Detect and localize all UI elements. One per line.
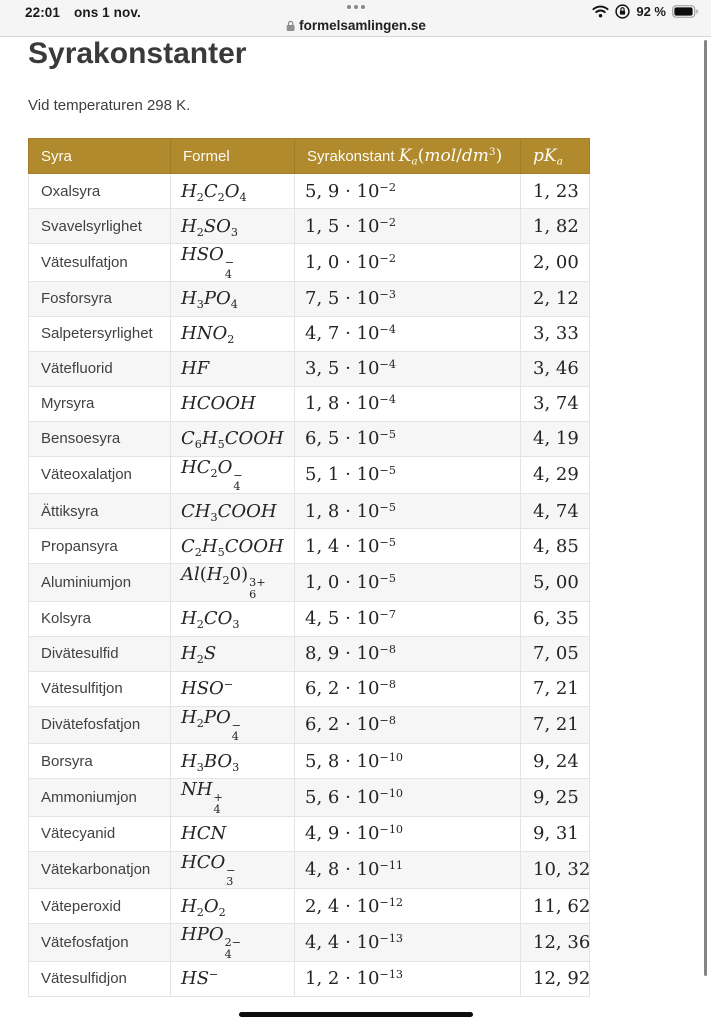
acid-name-cell: Svavelsyrlighet — [29, 209, 171, 244]
table-row — [29, 636, 590, 671]
formula-cell: $Al(H_20)$ 3+ 6 — [171, 564, 295, 602]
url-text: formelsamlingen.se — [299, 18, 426, 33]
pka-cell: 10, 32 — [521, 851, 590, 889]
formula-cell: HCO − 3 — [171, 851, 295, 889]
ka-cell: 1, $5 \cdot 10^{-2}$ — [295, 209, 521, 244]
table-row — [29, 924, 590, 962]
browser-chrome — [0, 0, 711, 37]
ka-cell: 4, $4 \cdot 10^{-13}$ — [295, 924, 521, 962]
pka-cell: 9, 31 — [521, 816, 590, 851]
table-row — [29, 494, 590, 529]
pka-cell: 12, 92 — [521, 961, 590, 996]
ka-cell: 7, $5 \cdot 10^{-3}$ — [295, 281, 521, 316]
acid-name-cell: Bensoesyra — [29, 421, 171, 456]
header-formel: Formel — [171, 139, 295, 174]
ellipsis-icon[interactable] — [347, 5, 365, 9]
formula-cell: $HC_2O$ − 4 — [171, 456, 295, 494]
pka-cell: 9, 25 — [521, 779, 590, 817]
table-row — [29, 564, 590, 602]
acid-name-cell: Väteoxalatjon — [29, 456, 171, 494]
home-indicator[interactable] — [239, 1012, 473, 1018]
acid-name-cell: Väteperoxid — [29, 889, 171, 924]
acid-name-cell: Vätesulfitjon — [29, 671, 171, 706]
pka-cell: 7, 05 — [521, 636, 590, 671]
table-row — [29, 456, 590, 494]
status-right — [592, 4, 698, 19]
page-subtitle: Vid temperaturen 298 K. — [28, 97, 191, 114]
ka-cell: 1, $0 \cdot 10^{-5}$ — [295, 564, 521, 602]
formula-cell: $H_3BO_3$ — [171, 744, 295, 779]
ka-cell: 1, $2 \cdot 10^{-13}$ — [295, 961, 521, 996]
table-row — [29, 529, 590, 564]
ka-cell: 6, $2 \cdot 10^{-8}$ — [295, 671, 521, 706]
formula-cell: HSO − 4 — [171, 244, 295, 282]
ka-cell: 1, $4 \cdot 10^{-5}$ — [295, 529, 521, 564]
pka-cell: 4, 19 — [521, 421, 590, 456]
acid-name-cell: Divätesulfid — [29, 636, 171, 671]
acid-name-cell: Kolsyra — [29, 601, 171, 636]
acid-name-cell: Vätecyanid — [29, 816, 171, 851]
formula-cell: HF — [171, 351, 295, 386]
formula-cell: HSO− — [171, 671, 295, 706]
table-row — [29, 961, 590, 996]
formula-cell: HS− — [171, 961, 295, 996]
formula-cell: HCN — [171, 816, 295, 851]
ka-cell: 1, $0 \cdot 10^{-2}$ — [295, 244, 521, 282]
lock-icon — [285, 20, 295, 32]
formula-cell: $H_2SO_3$ — [171, 209, 295, 244]
acid-name-cell: Ammoniumjon — [29, 779, 171, 817]
scrollbar[interactable] — [704, 40, 707, 976]
pka-cell: 7, 21 — [521, 671, 590, 706]
ka-cell: 8, $9 \cdot 10^{-8}$ — [295, 636, 521, 671]
formula-cell: $C_6H_5COOH$ — [171, 421, 295, 456]
table-header — [29, 139, 590, 174]
pka-cell: 3, 33 — [521, 316, 590, 351]
ka-cell: 6, $5 \cdot 10^{-5}$ — [295, 421, 521, 456]
rotation-lock-icon — [615, 4, 630, 19]
acid-name-cell: Oxalsyra — [29, 174, 171, 209]
table-row — [29, 209, 590, 244]
acid-name-cell: Salpetersyrlighet — [29, 316, 171, 351]
table-row — [29, 316, 590, 351]
ka-cell: 5, $1 \cdot 10^{-5}$ — [295, 456, 521, 494]
ka-cell: 5, $9 \cdot 10^{-2}$ — [295, 174, 521, 209]
acid-name-cell: Vätesulfatjon — [29, 244, 171, 282]
pka-cell: 1, 23 — [521, 174, 590, 209]
acid-name-cell: Vätefosfatjon — [29, 924, 171, 962]
acid-name-cell: Myrsyra — [29, 386, 171, 421]
pka-cell: 3, 74 — [521, 386, 590, 421]
pka-cell: 12, 36 — [521, 924, 590, 962]
status-date: ons 1 nov. — [74, 5, 141, 20]
pka-cell: 2, 12 — [521, 281, 590, 316]
formula-cell: $HNO_2$ — [171, 316, 295, 351]
formula-cell: $C_2H_5COOH$ — [171, 529, 295, 564]
pka-cell: 6, 35 — [521, 601, 590, 636]
acid-name-cell: Vätefluorid — [29, 351, 171, 386]
page-title: Syrakonstanter — [28, 37, 247, 70]
formula-cell: $H_2O_2$ — [171, 889, 295, 924]
pka-cell: 11, 62 — [521, 889, 590, 924]
pka-cell: 2, 00 — [521, 244, 590, 282]
table-row — [29, 386, 590, 421]
battery-icon — [672, 5, 698, 18]
formula-cell: $H_2CO_3$ — [171, 601, 295, 636]
acid-constants-table — [28, 138, 590, 997]
pka-cell: 1, 82 — [521, 209, 590, 244]
header-syra: Syra — [29, 139, 171, 174]
battery-percent: 92 % — [636, 4, 666, 19]
ka-math-symbol: $K_a(mol/dm^3)$ — [398, 146, 503, 168]
formula-cell: $H_3PO_4$ — [171, 281, 295, 316]
formula-cell: NH + 4 — [171, 779, 295, 817]
header-pka: $pK_a$ — [521, 139, 590, 174]
table-row — [29, 816, 590, 851]
pka-cell: 9, 24 — [521, 744, 590, 779]
ka-cell: 1, $8 \cdot 10^{-5}$ — [295, 494, 521, 529]
acid-name-cell: Vätekarbonatjon — [29, 851, 171, 889]
table-row — [29, 744, 590, 779]
table-row — [29, 601, 590, 636]
acid-table-body — [29, 174, 590, 997]
header-syrakonstant — [295, 139, 521, 174]
table-row — [29, 281, 590, 316]
acid-name-cell: Borsyra — [29, 744, 171, 779]
formula-cell: $H_2C_2O_4$ — [171, 174, 295, 209]
ka-cell: 5, $8 \cdot 10^{-10}$ — [295, 744, 521, 779]
table-row — [29, 421, 590, 456]
formula-cell: $CH_3COOH$ — [171, 494, 295, 529]
acid-name-cell: Propansyra — [29, 529, 171, 564]
formula-cell: $H_2S$ — [171, 636, 295, 671]
ka-cell: 4, $9 \cdot 10^{-10}$ — [295, 816, 521, 851]
ka-cell: 4, $7 \cdot 10^{-4}$ — [295, 316, 521, 351]
table-row — [29, 706, 590, 744]
table-row — [29, 174, 590, 209]
table-row — [29, 851, 590, 889]
ka-cell: 4, $8 \cdot 10^{-11}$ — [295, 851, 521, 889]
table-row — [29, 889, 590, 924]
header-syrakonstant-label: Syrakonstant — [307, 148, 395, 165]
pka-cell: 7, 21 — [521, 706, 590, 744]
ka-cell: 5, $6 \cdot 10^{-10}$ — [295, 779, 521, 817]
pka-cell: 4, 74 — [521, 494, 590, 529]
ka-cell: 6, $2 \cdot 10^{-8}$ — [295, 706, 521, 744]
wifi-icon — [592, 5, 609, 18]
table-row — [29, 779, 590, 817]
acid-name-cell: Ättiksyra — [29, 494, 171, 529]
clock: 22:01 — [25, 5, 61, 20]
acid-name-cell: Fosforsyra — [29, 281, 171, 316]
pka-cell: 5, 00 — [521, 564, 590, 602]
formula-cell: HCOOH — [171, 386, 295, 421]
ka-cell: 1, $8 \cdot 10^{-4}$ — [295, 386, 521, 421]
ka-cell: 2, $4 \cdot 10^{-12}$ — [295, 889, 521, 924]
formula-cell: HPO 2− 4 — [171, 924, 295, 962]
acid-name-cell: Vätesulfidjon — [29, 961, 171, 996]
table-row — [29, 671, 590, 706]
pka-cell: 4, 85 — [521, 529, 590, 564]
table-row — [29, 351, 590, 386]
ka-cell: 4, $5 \cdot 10^{-7}$ — [295, 601, 521, 636]
url-bar[interactable] — [285, 18, 426, 33]
pka-cell: 4, 29 — [521, 456, 590, 494]
acid-name-cell: Aluminiumjon — [29, 564, 171, 602]
formula-cell: $H_2PO$ − 4 — [171, 706, 295, 744]
pka-cell: 3, 46 — [521, 351, 590, 386]
status-left — [25, 5, 141, 20]
ka-cell: 3, $5 \cdot 10^{-4}$ — [295, 351, 521, 386]
table-row — [29, 244, 590, 282]
acid-name-cell: Divätefosfatjon — [29, 706, 171, 744]
